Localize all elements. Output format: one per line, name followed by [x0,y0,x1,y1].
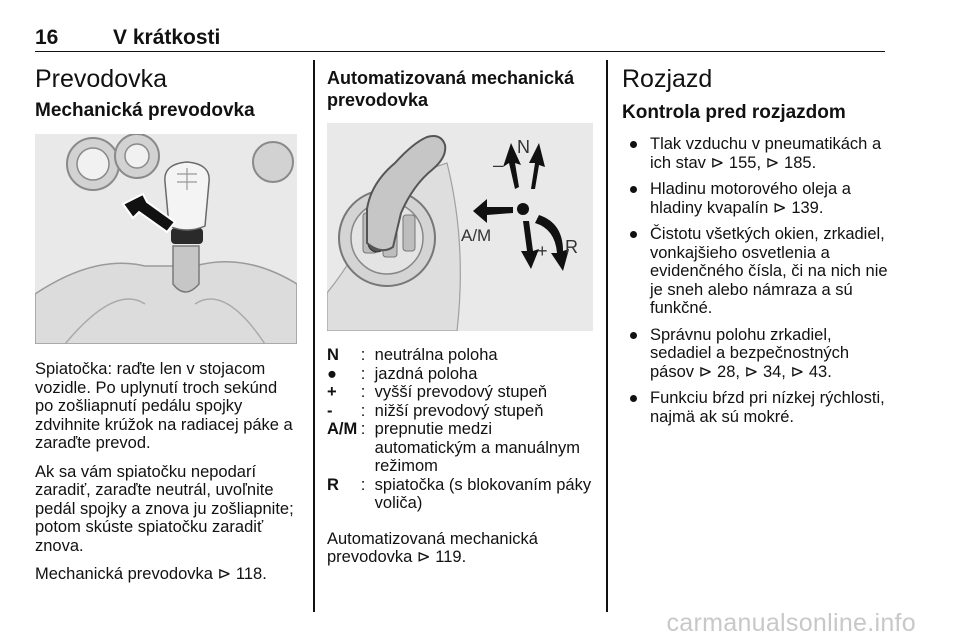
column-divider-right [606,60,608,612]
automated-gearbox-reference: Automatizovaná mechanická prevodovka ⊳ 119. [327,529,538,566]
column-divider-left [313,60,315,612]
legend-text: prepnutie medzi automatickým a manuálnym režimom [374,420,581,475]
reverse-retry-paragraph: Ak sa vám spiatočku nepodarí zaradiť, zaraďte neutrál, uvoľnite pedál spojky a znova ju zošliapnite; potom skúste spiatočku zaradiť znova. [35,462,294,555]
list-item: Funkciu bŕzd pri nízkej rýchlosti, najmä ak sú mokré. [622,389,888,426]
selector-lever-illustration [327,123,593,331]
list-item: Správnu polohu zrkadiel, sedadiel a bezpečnostných pásov ⊳ 28, ⊳ 34, ⊳ 43. [622,326,888,382]
legend-key: - [327,401,333,420]
page-number: 16 [35,26,59,49]
manual-gearbox-figure [35,134,297,344]
legend-row: R : spiatočka (s blokovaním páky voliča) [327,475,592,512]
manual-gearbox-reference: Mechanická prevodovka ⊳ 118. [35,565,267,583]
gear-legend [327,346,593,513]
pre-drive-check-heading: Kontrola pred rozjazdom [622,102,846,123]
legend-key: + [327,383,337,401]
legend-text: vyšší prevodový stupeň [374,383,548,401]
figure-label-minus: – [493,155,504,175]
watermark: carmanualsonline.info [666,609,916,637]
left-column [35,64,297,584]
manual-gearbox-heading: Mechanická prevodovka [35,100,255,121]
figure-label-r: R [565,237,578,257]
prevodovka-heading: Prevodovka [35,65,168,93]
legend-text: spiatočka (s blokovaním páky voliča) [374,475,592,512]
legend-row: A/M : prepnutie medzi automatickým a manuálnym režimom [327,420,593,476]
figure-label-plus: + [537,241,548,261]
legend-key: A/M [327,420,358,438]
right-column [622,64,888,434]
pre-drive-checklist [622,135,888,426]
middle-column [327,67,593,567]
legend-row: - : nižší prevodový stupeň [327,402,593,421]
legend-key: N [327,346,339,364]
list-item: Čistotu všetkých okien, zrkadiel, vonkajšieho osvetlenia a evidenčného čísla, či na nich nie je sneh alebo námraza a sú funkčné. [622,225,888,318]
rozjazd-heading: Rozjazd [622,65,713,93]
legend-key: ● [327,364,337,383]
list-item: Hladinu motorového oleja a hladiny kvapalín ⊳ 139. [622,180,888,217]
legend-row: N : neutrálna poloha [327,346,593,365]
legend-text: nižší prevodový stupeň [374,401,544,420]
legend-text: jazdná poloha [374,364,478,383]
list-item: Tlak vzduchu v pneumatikách a ich stav ⊳ 155, ⊳ 185. [622,135,888,172]
drive-position-dot [517,203,529,215]
gear-shift-illustration [35,134,297,344]
section-title: V krátkosti [113,26,221,49]
legend-row: + : vyšší prevodový stupeň [327,383,593,402]
figure-label-n: N [517,137,530,157]
page-header [35,24,885,52]
automated-gearbox-figure [327,123,593,331]
automated-gearbox-heading: Automatizovaná mechanická prevodovka [327,68,575,110]
legend-key: R [327,475,339,494]
legend-row: ● : jazdná poloha [327,365,593,384]
reverse-gear-paragraph: Spiatočka: raďte len v stojacom vozidle. Po uplynutí troch sekúnd po zošliapnutí pedálu spojky zdvihnite krúžok na radiacej páke a zaraďte prevod. [35,360,293,452]
legend-text: neutrálna poloha [374,346,498,364]
figure-label-am: A/M [461,226,492,245]
